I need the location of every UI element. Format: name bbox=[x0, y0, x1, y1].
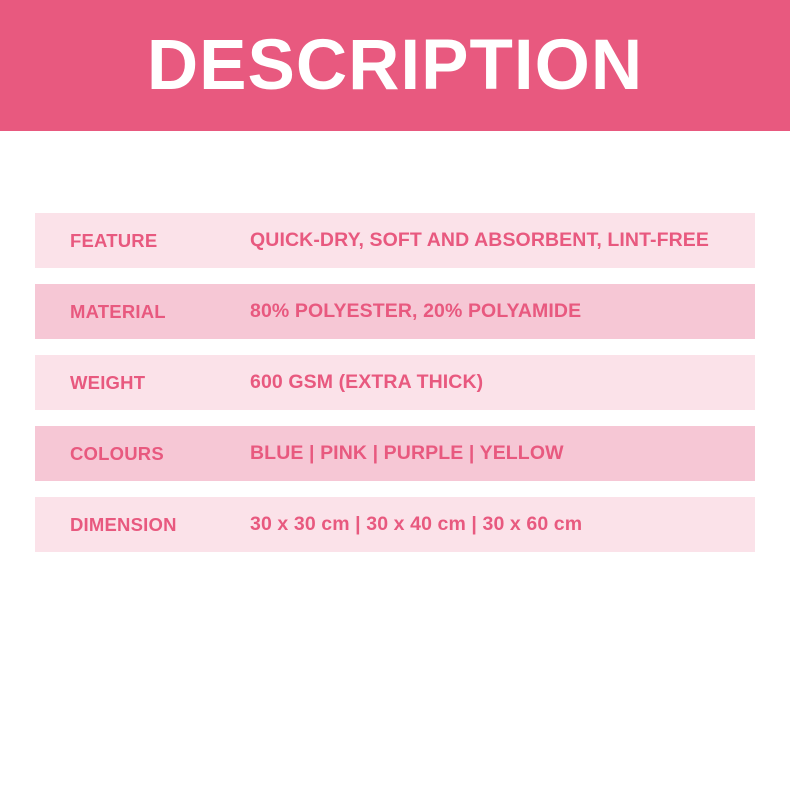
spec-value-feature: QUICK-DRY, SOFT AND ABSORBENT, LINT-FREE bbox=[250, 229, 710, 251]
header-banner bbox=[0, 0, 790, 131]
spec-label-dimension: DIMENSION bbox=[70, 513, 177, 535]
specification-table bbox=[35, 213, 755, 568]
spec-value-dimension: 30 x 30 cm | 30 x 40 cm | 30 x 60 cm bbox=[250, 513, 583, 535]
table-row bbox=[35, 355, 755, 410]
spec-label-material: MATERIAL bbox=[70, 300, 166, 322]
spec-value-weight: 600 GSM (EXTRA THICK) bbox=[250, 371, 484, 393]
table-row bbox=[35, 497, 755, 552]
table-row bbox=[35, 284, 755, 339]
spec-label-weight: WEIGHT bbox=[70, 371, 146, 393]
spec-value-colours: BLUE | PINK | PURPLE | YELLOW bbox=[250, 442, 564, 464]
spec-value-material: 80% POLYESTER, 20% POLYAMIDE bbox=[250, 300, 582, 322]
spec-label-colours: COLOURS bbox=[70, 442, 164, 464]
spec-label-feature: FEATURE bbox=[70, 229, 158, 251]
table-row bbox=[35, 426, 755, 481]
table-row bbox=[35, 213, 755, 268]
page-title: DESCRIPTION bbox=[146, 26, 644, 105]
